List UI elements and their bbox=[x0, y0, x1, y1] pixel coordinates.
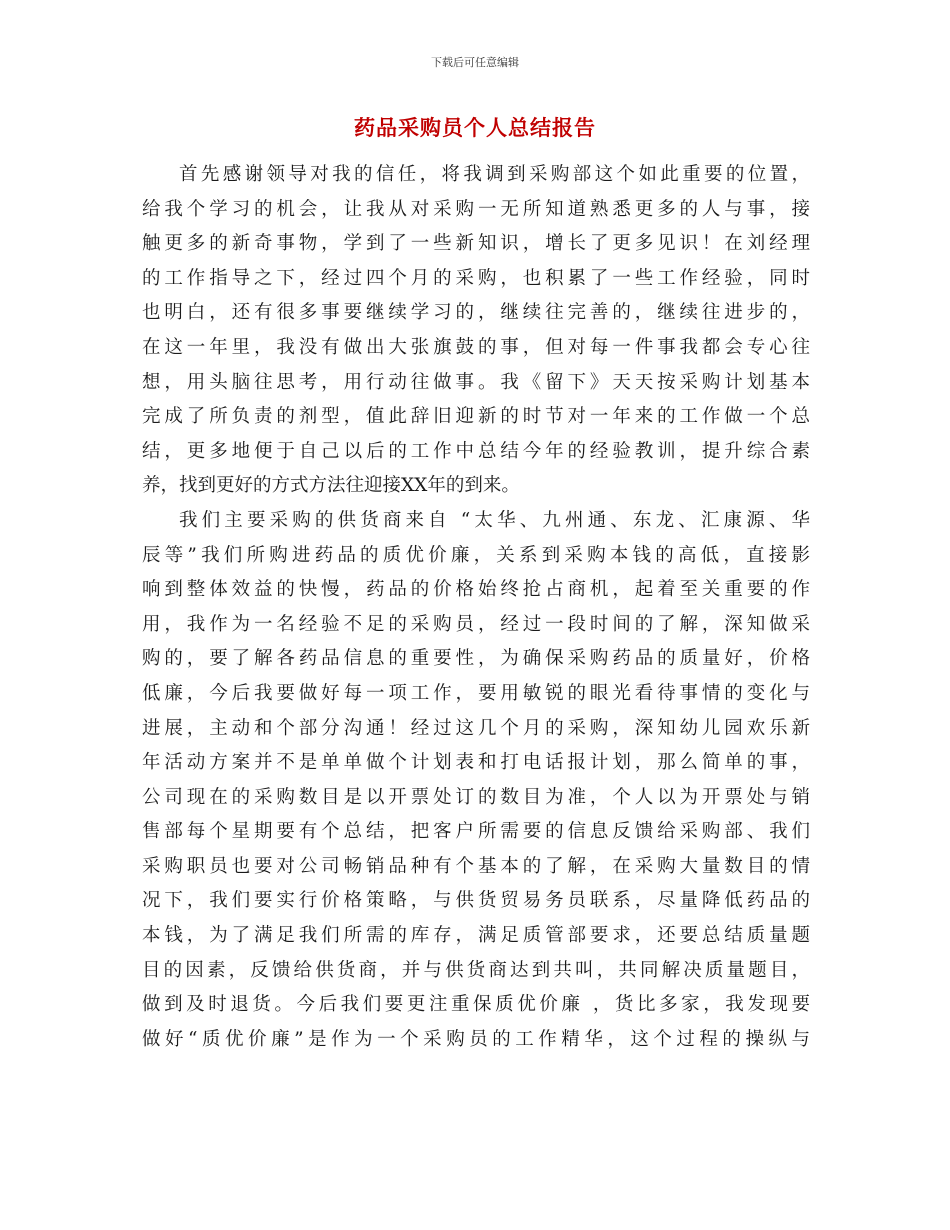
paragraph-2-line: 本钱，为了满足我们所需的库存，满足质管部要求，还要总结质量题 bbox=[142, 925, 810, 947]
paragraph-2-line: 购的，要了解各药品信息的重要性，为确保采购药品的质量好，价格 bbox=[142, 648, 810, 670]
paragraph-2-line: 辰等”我们所购进药品的质优价廉，关系到采购本钱的高低，直接影 bbox=[142, 544, 810, 566]
paragraph-2-line: 年活动方案并不是单单做个计划表和打电话报计划，那么简单的事， bbox=[142, 752, 810, 774]
paragraph-1-line: 想，用头脑往思考，用行动往做事。我《留下》天天按采购计划基本 bbox=[142, 371, 810, 393]
paragraph-2-line: 进展，主动和个部分沟通！经过这几个月的采购，深知幼儿园欢乐新 bbox=[142, 717, 810, 739]
paragraph-1-line: 完成了所负责的剂型，值此辞旧迎新的时节对一年来的工作做一个总 bbox=[142, 406, 810, 428]
paragraph-2-line: 做到及时退货。今后我们要更注重保质优价廉 ，货比多家，我发现要 bbox=[142, 994, 810, 1016]
paragraph-2-line: 低廉，今后我要做好每一项工作，要用敏锐的眼光看待事情的变化与 bbox=[142, 682, 810, 704]
paragraph-1-line: 首先感谢领导对我的信任，将我调到采购部这个如此重要的位置， bbox=[179, 164, 810, 185]
paragraph-2-line: 我们主要采购的供货商来自 “太华、九州通、东龙、汇康源、华 bbox=[179, 509, 810, 531]
paragraph-1-line: 在这一年里，我没有做出大张旗鼓的事，但对每一件事我都会专心往 bbox=[142, 336, 810, 358]
paragraph-1-line: 养，找到更好的方式方法往迎接XX年的到来。 bbox=[142, 475, 520, 497]
paragraph-2-line: 售部每个星期要有个总结，把客户所需要的信息反馈给采购部、我们 bbox=[142, 821, 810, 843]
paragraph-2-line: 目的因素，反馈给供货商，并与供货商达到共叫，共同解决质量题目， bbox=[142, 959, 810, 981]
paragraph-2-line: 用，我作为一名经验不足的采购员，经过一段时间的了解，深知做采 bbox=[142, 613, 810, 635]
paragraph-2-line: 响到整体效益的快慢，药品的价格始终抢占商机，起着至关重要的作 bbox=[142, 579, 810, 601]
paragraph-1-line: 也明白，还有很多事要继续学习的，继续往完善的，继续往进步的， bbox=[142, 302, 810, 324]
paragraph-1-line: 的工作指导之下，经过四个月的采购，也积累了一些工作经验，同时 bbox=[142, 267, 810, 289]
paragraph-2-line: 做好“质优价廉”是作为一个采购员的工作精华，这个过程的操纵与 bbox=[142, 1028, 810, 1050]
paragraph-2-line: 况下，我们要实行价格策略，与供货贸易务员联系，尽量降低药品的 bbox=[142, 890, 810, 912]
paragraph-1-line: 给我个学习的机会，让我从对采购一无所知道熟悉更多的人与事，接 bbox=[142, 198, 810, 220]
paragraph-2-line: 公司现在的采购数目是以开票处订的数目为准，个人以为开票处与销 bbox=[142, 786, 810, 808]
document-body bbox=[142, 158, 810, 1057]
header-note: 下载后可任意编辑 bbox=[431, 56, 519, 69]
paragraph-1-line: 触更多的新奇事物，学到了一些新知识，增长了更多见识！在刘经理 bbox=[142, 233, 810, 255]
paragraph-2-line: 采购职员也要对公司畅销品种有个基本的了解，在采购大量数目的情 bbox=[142, 855, 810, 877]
paragraph-1-line: 结，更多地便于自己以后的工作中总结今年的经验教训，提升综合素 bbox=[142, 440, 810, 462]
document-title: 药品采购员个人总结报告 bbox=[354, 116, 596, 140]
